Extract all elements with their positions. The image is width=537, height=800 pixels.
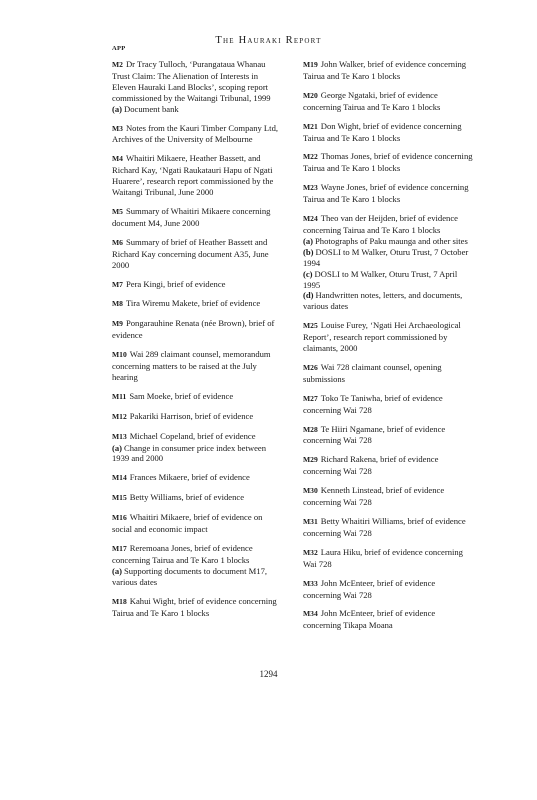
document-code: M20: [303, 90, 318, 100]
document-entry: [112, 318, 284, 341]
document-description: John McEnteer, brief of evidence concerning Wai 728: [303, 577, 436, 600]
document-code: M32: [303, 547, 318, 557]
subitem-text: DOSLI to M Walker, Oturu Trust, 7 April 1995: [303, 268, 458, 290]
document-entry: [303, 424, 475, 447]
document-entry: [112, 391, 284, 403]
document-subitem: [112, 104, 284, 115]
document-code: M14: [112, 473, 127, 483]
document-code: M12: [112, 411, 127, 421]
document-subitem: [112, 566, 284, 588]
document-description: Toko Te Taniwha, brief of evidence concerning Wai 728: [303, 392, 443, 415]
document-code: M29: [303, 455, 318, 465]
document-description: John Walker, brief of evidence concerning Tairua and Te Karo 1 blocks: [303, 59, 467, 81]
right-column: [303, 59, 475, 631]
document-code: M4: [112, 154, 123, 164]
document-subitem: [112, 443, 284, 465]
subitem-text: Change in consumer price index between 1939 and 2000: [112, 442, 267, 464]
document-entry: [303, 362, 475, 385]
document-entry: [112, 298, 284, 310]
document-description: Wai 728 claimant counsel, opening submissions: [303, 361, 442, 384]
document-code: M3: [112, 123, 123, 133]
document-code: M8: [112, 299, 123, 309]
document-code: M11: [112, 391, 127, 401]
document-description: Tira Wiremu Makete, brief of evidence: [125, 298, 261, 309]
subitem-text: Photographs of Paku maunga and other sites: [315, 235, 468, 246]
subitem-label: (b): [303, 246, 314, 257]
document-code: M19: [303, 60, 318, 69]
document-entry: [303, 320, 475, 354]
document-code: M33: [303, 578, 318, 588]
document-entry: [303, 578, 475, 601]
document-entry: [303, 393, 475, 416]
document-entry: [112, 411, 284, 423]
document-description: Whaitiri Mikaere, Heather Bassett, and Richard Kay, ‘Ngati Raukatauri Hapu of Ngati Huarere’, research report commissioned by the Waitangi Tribunal, June 2000: [112, 153, 274, 198]
document-description: Thomas Jones, brief of evidence concerning Tairua and Te Karo 1 blocks: [303, 151, 473, 174]
subitem-text: Supporting documents to document M17, various dates: [112, 565, 268, 587]
document-description: Theo van der Heijden, brief of evidence concerning Tairua and Te Karo 1 blocks: [303, 213, 458, 235]
document-description: Frances Mikaere, brief of evidence: [129, 472, 250, 483]
document-entry: [303, 547, 475, 570]
document-entry: [303, 485, 475, 508]
document-description: Richard Rakena, brief of evidence concerning Wai 728: [303, 454, 439, 477]
document-description: Laura Hiku, brief of evidence concerning Wai 728: [303, 546, 463, 569]
document-code: M18: [112, 596, 127, 606]
document-entry: [112, 596, 284, 619]
running-header-title: The Hauraki Report: [215, 35, 322, 46]
subitem-text: DOSLI to M Walker, Oturu Trust, 7 October 1994: [303, 246, 469, 268]
document-entry: [112, 472, 284, 484]
document-code: M5: [112, 206, 123, 216]
document-code: M28: [303, 424, 318, 434]
document-subitem: [303, 236, 475, 247]
document-entry: [303, 213, 475, 312]
subitem-label: (c): [303, 268, 313, 279]
document-description: Betty Whaitiri Williams, brief of evidence concerning Wai 728: [303, 516, 466, 538]
document-entry: [303, 90, 475, 113]
document-description: Whaitiri Mikaere, brief of evidence on social and economic impact: [112, 512, 263, 535]
document-code: M10: [112, 350, 127, 360]
document-description: Betty Williams, brief of evidence: [129, 492, 245, 503]
document-code: M22: [303, 152, 318, 162]
document-code: M23: [303, 183, 318, 193]
document-entry: [112, 123, 284, 146]
document-code: M15: [112, 493, 127, 503]
document-code: M7: [112, 279, 123, 289]
document-description: John McEnteer, brief of evidence concerning Tikapa Moana: [303, 608, 436, 631]
document-description: George Ngataki, brief of evidence concerning Tairua and Te Karo 1 blocks: [303, 89, 441, 112]
subitem-label: (a): [112, 565, 123, 576]
document-entry: [112, 431, 284, 465]
document-entry: [112, 349, 284, 383]
document-description: Pakariki Harrison, brief of evidence: [129, 410, 254, 421]
document-subitem: [303, 290, 475, 312]
document-entry: [112, 237, 284, 271]
document-description: Louise Furey, ‘Ngati Hei Archaeological Report’, research report commissioned by claimants, 2000: [303, 320, 461, 354]
document-code: M9: [112, 319, 123, 329]
document-description: Summary of Whaitiri Mikaere concerning document M4, June 2000: [112, 205, 271, 228]
document-code: M6: [112, 237, 123, 247]
document-entry: [303, 454, 475, 477]
document-code: M26: [303, 362, 318, 372]
document-subitem: [303, 247, 475, 269]
document-code: M13: [112, 431, 127, 441]
document-entry: [112, 512, 284, 535]
subitem-label: (a): [112, 103, 123, 114]
document-entry: [303, 59, 475, 82]
page-number: 1294: [259, 669, 278, 679]
document-description: Wayne Jones, brief of evidence concerning Tairua and Te Karo 1 blocks: [303, 182, 469, 205]
document-entry: [303, 182, 475, 205]
document-description: Summary of brief of Heather Bassett and Richard Kay concerning document A35, June 2000: [112, 236, 269, 270]
document-entry: [112, 492, 284, 504]
document-code: M25: [303, 321, 318, 331]
document-description: Wai 289 claimant counsel, memorandum concerning matters to be raised at the July hearing: [112, 349, 271, 382]
document-entry: [112, 206, 284, 229]
document-entry: [303, 516, 475, 539]
document-description: Kenneth Linstead, brief of evidence concerning Wai 728: [303, 485, 445, 508]
document-code: M2: [112, 60, 123, 69]
document-entry: [303, 151, 475, 174]
subitem-label: (a): [112, 442, 123, 453]
document-description: Pongarauhine Renata (née Brown), brief of evidence: [112, 318, 275, 341]
document-subitem: [303, 269, 475, 291]
document-entry: [112, 543, 284, 588]
section-label: APP: [112, 45, 126, 52]
document-description: Sam Moeke, brief of evidence: [129, 390, 234, 401]
subitem-label: (a): [303, 235, 314, 246]
document-code: M17: [112, 544, 127, 553]
document-description: Don Wight, brief of evidence concerning Tairua and Te Karo 1 blocks: [303, 120, 462, 143]
document-entry: [112, 153, 284, 198]
document-description: Michael Copeland, brief of evidence: [129, 430, 256, 441]
document-code: M34: [303, 609, 318, 619]
document-code: M30: [303, 486, 318, 496]
subitem-text: Document bank: [124, 103, 179, 114]
left-column: [112, 59, 284, 618]
document-entry: [112, 59, 284, 115]
subitem-text: Handwritten notes, letters, and documents, various dates: [303, 290, 463, 312]
document-code: M27: [303, 393, 318, 403]
document-entry: [112, 279, 284, 291]
document-description: Te Hiiri Ngamane, brief of evidence concerning Wai 728: [303, 423, 446, 446]
subitem-label: (d): [303, 290, 314, 301]
document-code: M24: [303, 214, 318, 224]
document-description: Pera Kingi, brief of evidence: [125, 278, 226, 289]
document-description: Kahui Wight, brief of evidence concerning Tairua and Te Karo 1 blocks: [112, 595, 277, 618]
document-description: Dr Tracy Tulloch, ‘Purangataua Whanau Trust Claim: The Alienation of Interests in Eleven Hauraki Land Blocks’, scoping report commissioned by the Waitangi Tribunal, 1999: [112, 59, 271, 103]
document-entry: [303, 608, 475, 631]
document-code: M21: [303, 121, 318, 131]
document-code: M16: [112, 513, 127, 523]
document-entry: [303, 121, 475, 144]
document-description: Notes from the Kauri Timber Company Ltd, Archives of the University of Melbourne: [112, 122, 279, 145]
document-code: M31: [303, 517, 318, 526]
document-description: Reremoana Jones, brief of evidence concerning Tairua and Te Karo 1 blocks: [112, 543, 253, 565]
